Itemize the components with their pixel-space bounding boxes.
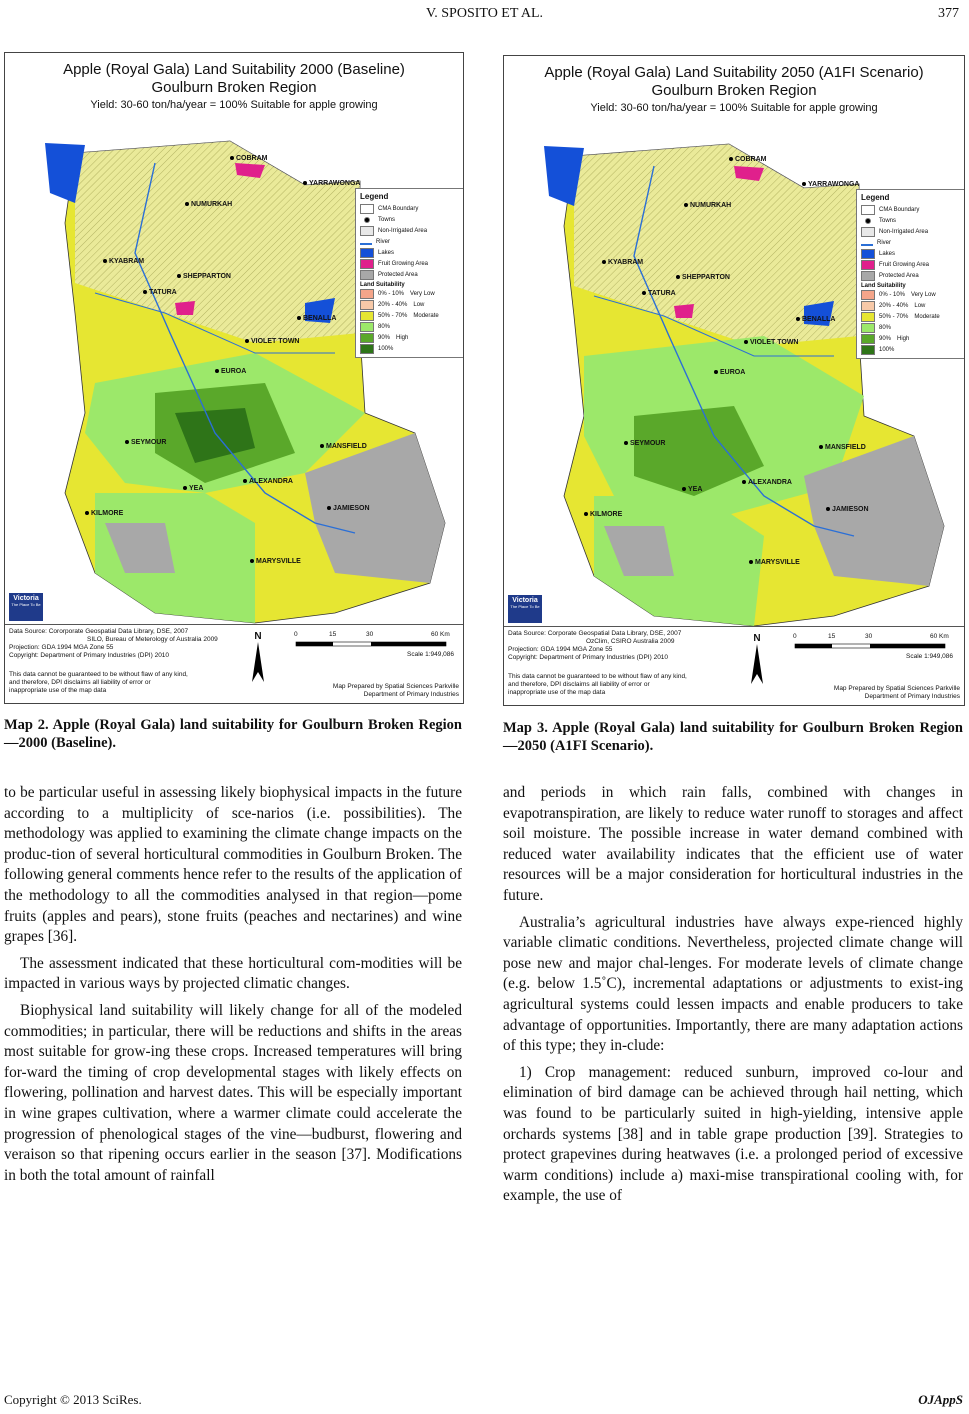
scale-tick: 15 — [329, 631, 337, 638]
north-arrow — [750, 633, 764, 687]
north-arrow-icon — [251, 642, 265, 682]
class-label: Low — [413, 301, 425, 308]
town-label: SHEPPARTON — [177, 273, 231, 280]
logo-text: Victoria — [13, 595, 39, 602]
class-swatch-icon — [360, 311, 374, 321]
town-label: JAMIESON — [826, 506, 869, 513]
town-label: KILMORE — [584, 511, 622, 518]
lake-swatch-icon — [360, 248, 374, 258]
class-swatch-icon — [861, 334, 875, 344]
source-line: Data Source: Corporate Geospatial Data Library, DSE, 2007 — [508, 630, 682, 637]
town-label: YEA — [682, 486, 702, 493]
protected-swatch-icon — [861, 271, 875, 281]
class-swatch-icon — [861, 345, 875, 355]
legend-row — [360, 214, 460, 225]
class-range: 20% - 40% — [879, 302, 909, 309]
legend-row — [360, 310, 460, 321]
class-range: 50% - 70% — [879, 313, 909, 320]
running-title: V. SPOSITO ET AL. — [425, 6, 544, 21]
scale-tick: 60 Km — [431, 631, 450, 638]
class-swatch-icon — [360, 344, 374, 354]
boundary-swatch-icon — [360, 204, 374, 214]
hatch-swatch-icon — [861, 227, 875, 237]
prepared-by — [333, 683, 459, 699]
disclaimer-line: inappropriate use of the map data — [508, 689, 606, 696]
disclaimer — [508, 673, 687, 697]
town-label: YARRAWONGA — [303, 180, 360, 187]
map-yield-note: Yield: 30-60 ton/ha/year = 100% Suitable for apple growing — [90, 99, 378, 111]
class-range: 20% - 40% — [378, 301, 408, 308]
legend-row — [861, 248, 961, 259]
legend-label: Non-Irrigated Area — [378, 227, 428, 234]
class-range: 90% — [378, 334, 391, 341]
data-source — [9, 628, 218, 660]
town-label: VIOLET TOWN — [245, 338, 299, 345]
town-label: SEYMOUR — [125, 439, 166, 446]
legend-row — [861, 300, 961, 311]
town-label: BENALLA — [796, 316, 835, 323]
legend-label: CMA Boundary — [378, 205, 419, 212]
town-label: NUMURKAH — [684, 202, 731, 209]
town-label: MANSFIELD — [819, 444, 866, 451]
legend-suitability-title: Land Suitability — [861, 283, 906, 289]
paragraph: Australia’s agricultural industries have always expe-rienced highly variable climatic conditions. Nevertheless, projected climate change will pose new and major chal-lenges. For moderate levels of climate change (e.g. below 1.5˚C), incremental adaptations or adjustments to exist-ing agricultural systems could lessen impacts and enable producers to take advantage of opportunities. Importantly, there are many adaptation actions of this type; they in-clude: — [503, 913, 963, 1055]
town-label: YARRAWONGA — [802, 181, 859, 188]
scale-tick: 0 — [294, 631, 298, 638]
paragraph: to be particular useful in assessing likely biophysical impacts in the future according to a multiplicity of sce-narios (i.e. possibilities). The methodology was applied to examining the climate change impacts on the produc-tion of several horticultural commodities in Goulburn Broken. The following general comments hence refer to the results of the application of the methodology to all the commodities analysed in that region—pome fruits (apples and pears), stone fruits (peaches and nectarines) and wine grapes [36]. — [4, 784, 462, 946]
figure-caption-map-3: Map 3. Apple (Royal Gala) land suitability for Goulburn Broken Region—2050 (A1FI Scenario). — [503, 720, 963, 754]
town-label: ALEXANDRA — [243, 478, 293, 485]
legend-label: River — [877, 239, 892, 246]
class-label: High — [396, 334, 409, 341]
class-range: 80% — [378, 323, 391, 330]
north-label: N — [753, 633, 761, 644]
disclaimer-line: and therefore, DPI disclaims all liability of error or — [508, 681, 650, 688]
class-range: 80% — [879, 324, 892, 331]
scale-ratio: Scale 1:949,086 — [407, 651, 454, 658]
town-label: KYABRAM — [602, 259, 643, 266]
scale-tick: 0 — [793, 633, 797, 640]
suitability-map-graphic — [504, 56, 964, 705]
town-dot-icon — [865, 218, 871, 224]
map-title: Apple (Royal Gala) Land Suitability 2050 (A1FI Scenario) — [544, 64, 924, 81]
legend-row — [861, 322, 961, 333]
fruit-swatch-icon — [861, 260, 875, 270]
source-line: Projection: GDA 1994 MGA Zone 55 — [9, 644, 114, 651]
legend-title: Legend — [861, 193, 890, 202]
legend-row — [861, 259, 961, 270]
victoria-logo — [9, 593, 43, 621]
legend-row — [360, 332, 460, 343]
class-swatch-icon — [861, 301, 875, 311]
legend-row — [861, 333, 961, 344]
scale-tick: 60 Km — [930, 633, 949, 640]
class-range: 50% - 70% — [378, 312, 408, 319]
legend-label: River — [376, 238, 391, 245]
town-label: JAMIESON — [327, 505, 370, 512]
journal-name: OJAppS — [918, 1392, 963, 1407]
map-info-bar — [504, 626, 964, 705]
paragraph: Biophysical land suitability will likely change for all of the modeled commodities; in particular, there will be reductions and shifts in the areas most suitable for grow-ing these crops. Increased temperatures will bring for-ward the timing of crop developmental stages with likely effects on flowering, pollination and harvest dates. This will be especially important in wine grapes cultivation, where a warmer climate could accelerate the progression of phenological stages of the vine—budburst, flowering and veraison so that ripening occurs earlier in the season [37]. Modifications in both the total amount of rainfall — [4, 1001, 462, 1184]
page-header — [0, 6, 969, 26]
class-label: Moderate — [413, 312, 439, 319]
map-subtitle: Goulburn Broken Region — [151, 79, 317, 96]
body-column-left — [4, 783, 462, 1192]
town-label: COBRAM — [230, 155, 268, 162]
legend-label: Lakes — [378, 249, 395, 256]
legend-row — [360, 299, 460, 310]
class-range: 90% — [879, 335, 892, 342]
source-line: OzClim, CSIRO Australia 2009 — [586, 638, 675, 645]
paragraph: 1) Crop management: reduced sunburn, improved co-lour and elimination of bird damage can be achieved through hail netting, which was found to be particularly suited in high-yielding, intensive apple orchards systems [38] and in table grape production [39]. Strategies to protect grapevines during heatwaves (i.e. a prolonged period of excessive warm conditions) include a) maxi-mise transpirational cooling with, for example, the use of — [503, 1063, 963, 1205]
class-range: 0% - 10% — [378, 290, 405, 297]
scale-bar — [291, 631, 461, 661]
page-footer — [0, 1392, 969, 1408]
legend-row — [360, 343, 460, 354]
legend-label: Towns — [879, 217, 897, 224]
legend-label: Towns — [378, 216, 396, 223]
town-label: EUROA — [215, 368, 246, 375]
page-number: 377 — [938, 6, 959, 21]
legend-row — [861, 311, 961, 322]
town-label: MANSFIELD — [320, 443, 367, 450]
scale-tick: 30 — [366, 631, 374, 638]
legend-row — [360, 288, 460, 299]
scale-tick: 15 — [828, 633, 836, 640]
disclaimer-line: inappropriate use of the map data — [9, 687, 107, 694]
lake-swatch-icon — [861, 249, 875, 259]
logo-tagline: The Place To Be — [11, 602, 41, 607]
town-label: VIOLET TOWN — [744, 339, 798, 346]
class-range: 100% — [879, 346, 895, 353]
prepared-by — [834, 685, 960, 701]
source-line: SILO, Bureau of Meterology of Australia 2009 — [87, 636, 218, 643]
town-label: MARYSVILLE — [749, 559, 800, 566]
legend-label: Protected Area — [378, 271, 418, 278]
class-swatch-icon — [360, 300, 374, 310]
map-3-figure — [503, 55, 965, 706]
legend-row — [360, 247, 460, 258]
paragraph: and periods in which rain falls, combined with changes in evapotranspiration, are likely to reduce water runoff to storages and affect soil moisture. The possible increase in water demand combined with reduced water availability indicates that the efficient use of water resources will be a major consideration for horticultural industries in the future. — [503, 784, 963, 904]
suitability-map-graphic — [5, 53, 463, 703]
class-label: Low — [914, 302, 926, 309]
town-label: KILMORE — [85, 510, 123, 517]
copyright: Copyright © 2013 SciRes. — [4, 1392, 142, 1407]
scale-ratio: Scale 1:949,086 — [906, 653, 953, 660]
town-label: TATURA — [642, 290, 676, 297]
map-2-figure — [4, 52, 464, 704]
class-label: Very Low — [410, 290, 435, 297]
class-swatch-icon — [861, 290, 875, 300]
legend-row — [861, 226, 961, 237]
legend-row — [360, 269, 460, 280]
town-label: BENALLA — [297, 315, 336, 322]
class-swatch-icon — [360, 289, 374, 299]
legend-label: Non-Irrigated Area — [879, 228, 929, 235]
class-swatch-icon — [861, 312, 875, 322]
legend-label: Fruit Growing Area — [378, 260, 429, 267]
legend-row — [861, 215, 961, 226]
town-label: YEA — [183, 485, 203, 492]
legend-suitability-title: Land Suitability — [360, 282, 405, 288]
protected-swatch-icon — [360, 270, 374, 280]
north-arrow — [251, 631, 265, 685]
prepared-line: Map Prepared by Spatial Sciences Parkville — [332, 683, 459, 690]
class-label: Moderate — [914, 313, 940, 320]
boundary-swatch-icon — [861, 205, 875, 215]
victoria-logo — [508, 595, 542, 623]
town-label: SEYMOUR — [624, 440, 665, 447]
class-swatch-icon — [360, 322, 374, 332]
map-title: Apple (Royal Gala) Land Suitability 2000 (Baseline) — [63, 61, 405, 78]
source-line: Copyright: Department of Primary Industries (DPI) 2010 — [508, 654, 669, 661]
hatch-swatch-icon — [360, 226, 374, 236]
source-line: Copyright: Department of Primary Industries (DPI) 2010 — [9, 652, 170, 659]
legend-row — [861, 289, 961, 300]
prepared-line: Department of Primary Industries — [363, 691, 459, 698]
town-dot-icon — [364, 217, 370, 223]
town-label: EUROA — [714, 369, 745, 376]
town-label: COBRAM — [729, 156, 767, 163]
legend-label: Fruit Growing Area — [879, 261, 930, 268]
town-label: ALEXANDRA — [742, 479, 792, 486]
class-range: 0% - 10% — [879, 291, 906, 298]
legend-row — [360, 258, 460, 269]
legend-row — [861, 344, 961, 355]
legend-row — [861, 270, 961, 281]
disclaimer-line: This data cannot be guaranteed to be without flaw of any kind, — [9, 671, 188, 678]
prepared-line: Department of Primary Industries — [864, 693, 960, 700]
legend-row — [360, 203, 460, 214]
river-line-icon — [360, 239, 372, 245]
north-label: N — [254, 631, 262, 642]
town-label: SHEPPARTON — [676, 274, 730, 281]
town-label: NUMURKAH — [185, 201, 232, 208]
class-label: High — [897, 335, 910, 342]
fruit-swatch-icon — [360, 259, 374, 269]
prepared-line: Map Prepared by Spatial Sciences Parkville — [833, 685, 960, 692]
north-arrow-icon — [750, 644, 764, 684]
legend-row — [360, 236, 460, 247]
town-label: MARYSVILLE — [250, 558, 301, 565]
source-line: Projection: GDA 1994 MGA Zone 55 — [508, 646, 613, 653]
map-yield-note: Yield: 30-60 ton/ha/year = 100% Suitable for apple growing — [590, 102, 878, 114]
paragraph: The assessment indicated that these horticultural com-modities will be impacted in various ways by projected climatic changes. — [4, 954, 462, 993]
river-line-icon — [861, 240, 873, 246]
figure-caption-map-2: Map 2. Apple (Royal Gala) land suitability for Goulburn Broken Region—2000 (Baseline). — [4, 717, 462, 751]
legend-label: CMA Boundary — [879, 206, 920, 213]
disclaimer — [9, 671, 188, 695]
legend-title: Legend — [360, 192, 389, 201]
data-source — [508, 630, 681, 662]
disclaimer-line: This data cannot be guaranteed to be without flaw of any kind, — [508, 673, 687, 680]
legend-label: Lakes — [879, 250, 896, 257]
map-legend — [856, 189, 965, 359]
disclaimer-line: and therefore, DPI disclaims all liability of error or — [9, 679, 151, 686]
class-range: 100% — [378, 345, 394, 352]
logo-tagline: The Place To Be — [510, 604, 540, 609]
legend-row — [861, 204, 961, 215]
class-label: Very Low — [911, 291, 936, 298]
legend-label: Protected Area — [879, 272, 919, 279]
town-label: KYABRAM — [103, 258, 144, 265]
legend-row — [861, 237, 961, 248]
scale-bar — [790, 633, 960, 663]
class-swatch-icon — [861, 323, 875, 333]
scale-tick: 30 — [865, 633, 873, 640]
logo-text: Victoria — [512, 597, 538, 604]
town-label: TATURA — [143, 289, 177, 296]
body-column-right — [503, 783, 963, 1213]
source-line: Data Source: Cororporate Geospatial Data Library, DSE, 2007 — [9, 628, 189, 635]
map-legend — [355, 188, 464, 358]
legend-row — [360, 321, 460, 332]
map-info-bar — [5, 624, 463, 703]
map-subtitle: Goulburn Broken Region — [651, 82, 817, 99]
class-swatch-icon — [360, 333, 374, 343]
legend-row — [360, 225, 460, 236]
